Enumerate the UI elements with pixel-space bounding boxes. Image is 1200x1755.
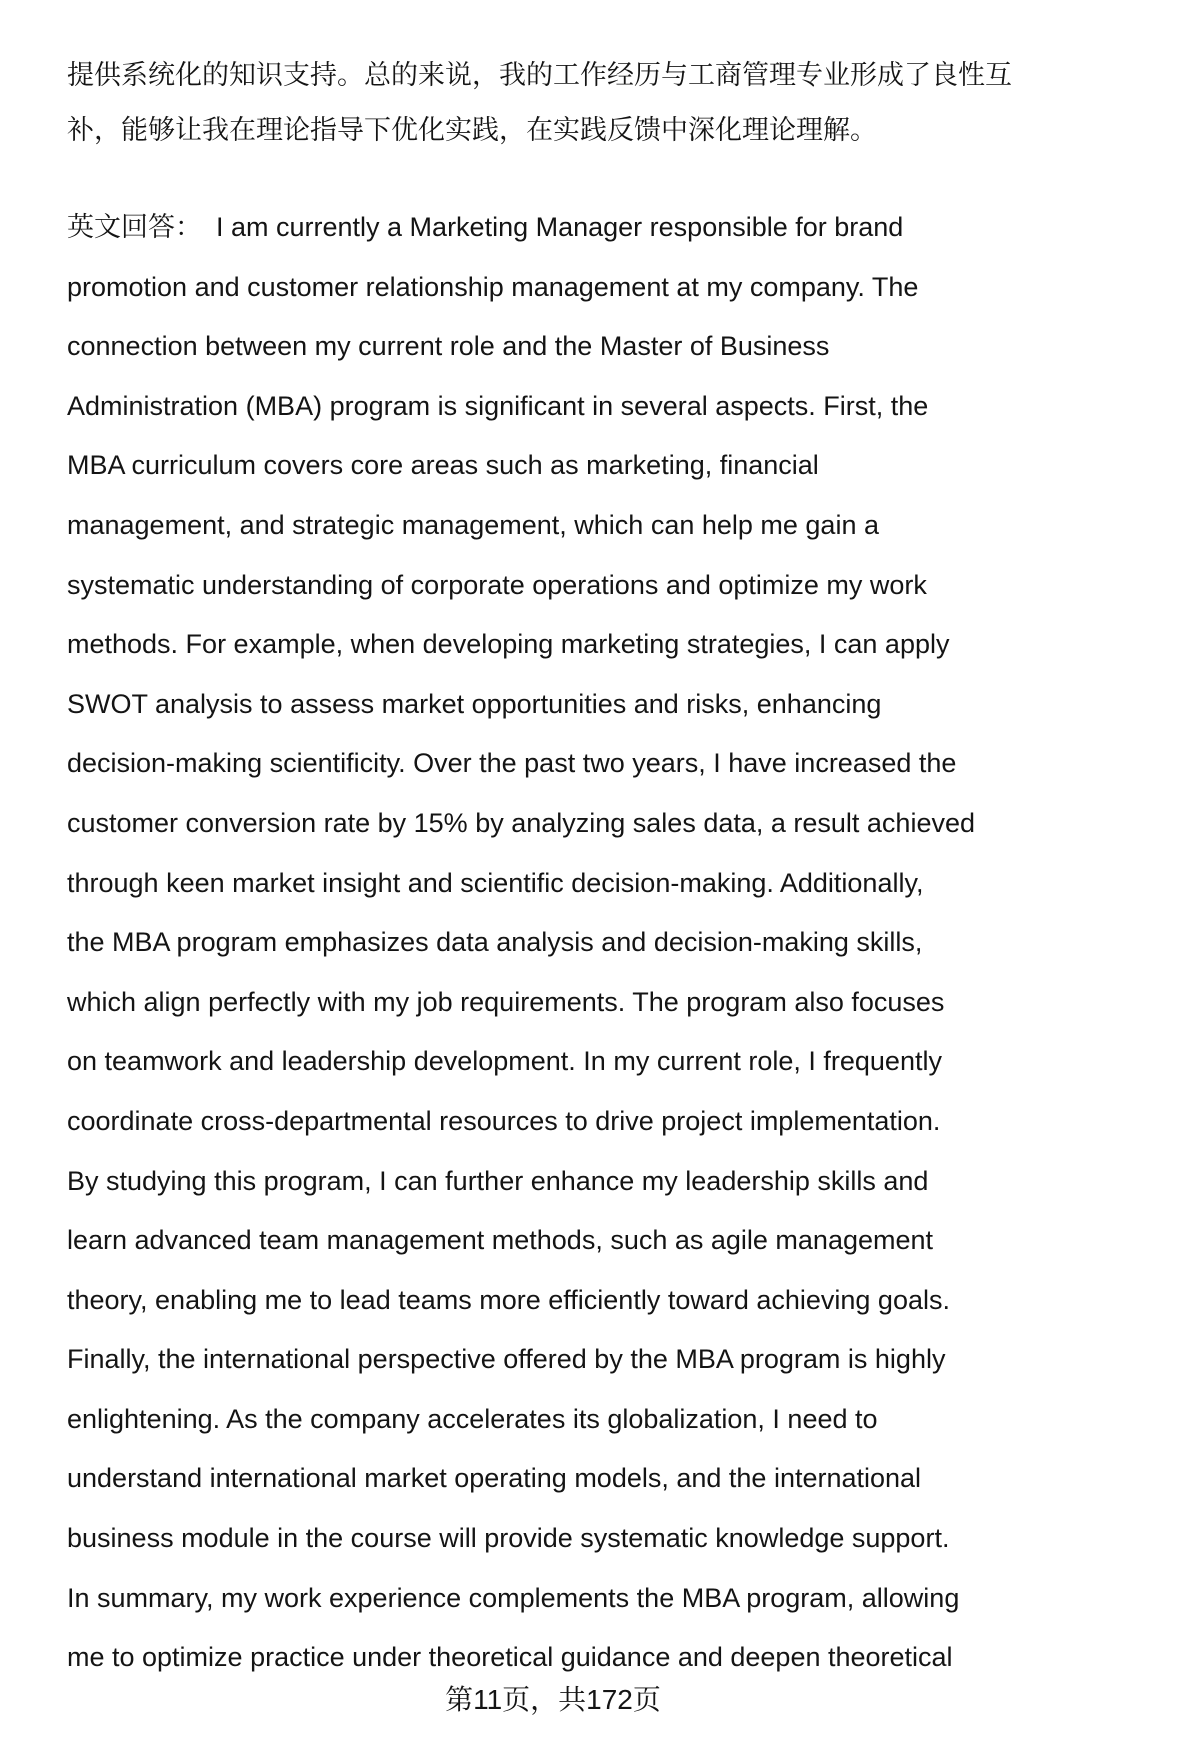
answer-line: me to optimize practice under theoretical guidance and deepen theoretical [67, 1642, 953, 1673]
answer-line: learn advanced team management methods, such as agile management [67, 1225, 934, 1256]
answer-line: promotion and customer relationship management at my company. The [67, 271, 919, 302]
english-answer-paragraph [67, 198, 1160, 1688]
answer-line: In summary, my work experience complements the MBA program, allowing [67, 1582, 960, 1613]
answer-line: By studying this program, I can further enhance my leadership skills and [67, 1165, 929, 1196]
answer-line: Administration (MBA) program is significant in several aspects. First, the [67, 390, 929, 421]
intro-line: 提供系统化的知识支持。总的来说，我的工作经历与工商管理专业形成了良性互 [67, 60, 1012, 90]
answer-label: 英文回答： [67, 212, 202, 242]
answer-line: SWOT analysis to assess market opportunities and risks, enhancing [67, 688, 882, 719]
answer-line: Finally, the international perspective offered by the MBA program is highly [67, 1344, 946, 1375]
answer-line: the MBA program emphasizes data analysis and decision-making skills, [67, 927, 923, 958]
answer-line: which align perfectly with my job requirements. The program also focuses [67, 986, 945, 1017]
answer-line: I am currently a Marketing Manager responsible for brand [216, 212, 904, 242]
answer-line: through keen market insight and scientific decision-making. Additionally, [67, 867, 924, 898]
page-number-footer: 第11页，共172页 [445, 1684, 661, 1715]
answer-first-line [67, 198, 1160, 258]
intro-paragraph [67, 48, 1160, 158]
answer-line: on teamwork and leadership development. In my current role, I frequently [67, 1046, 942, 1077]
intro-line: 补，能够让我在理论指导下优化实践，在实践反馈中深化理论理解。 [67, 115, 877, 145]
answer-line: connection between my current role and the Master of Business [67, 331, 830, 362]
answer-line: decision-making scientificity. Over the past two years, I have increased the [67, 748, 957, 779]
answer-line: coordinate cross-departmental resources to drive project implementation. [67, 1105, 941, 1136]
answer-line: enlightening. As the company accelerates its globalization, I need to [67, 1403, 878, 1434]
answer-line: MBA curriculum covers core areas such as marketing, financial [67, 450, 819, 481]
answer-line: customer conversion rate by 15% by analyzing sales data, a result achieved [67, 807, 975, 838]
answer-line: understand international market operating models, and the international [67, 1463, 922, 1494]
answer-line: business module in the course will provide systematic knowledge support. [67, 1523, 950, 1554]
answer-line: theory, enabling me to lead teams more efficiently toward achieving goals. [67, 1284, 950, 1315]
answer-line: systematic understanding of corporate operations and optimize my work [67, 569, 927, 600]
answer-line: management, and strategic management, which can help me gain a [67, 509, 879, 540]
answer-line: methods. For example, when developing marketing strategies, I can apply [67, 629, 950, 660]
